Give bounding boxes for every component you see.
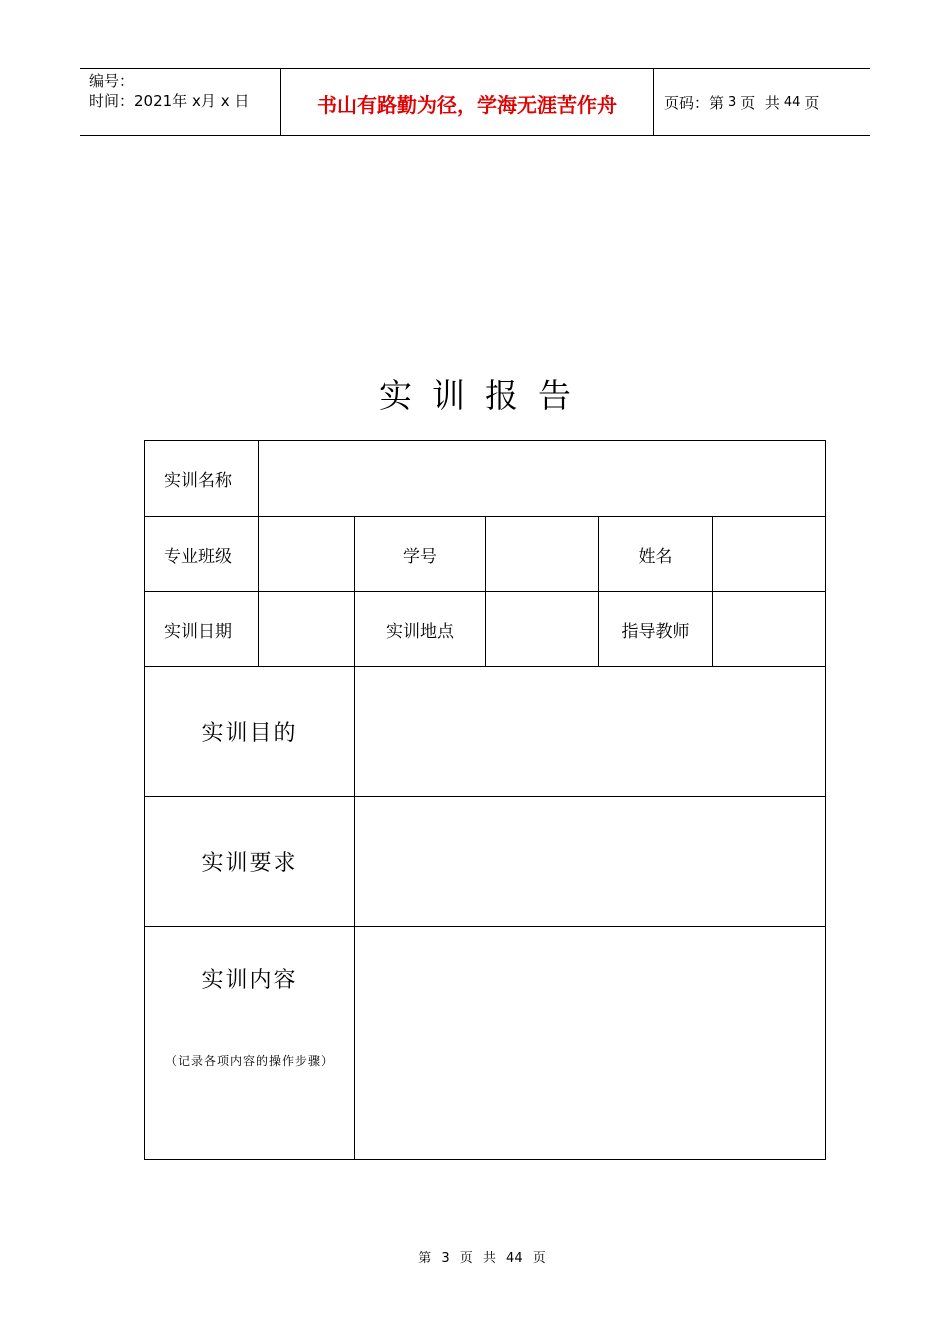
date-label: 实训日期 bbox=[145, 592, 259, 667]
training-name-field[interactable] bbox=[259, 441, 826, 517]
teacher-field[interactable] bbox=[713, 592, 826, 667]
class-label: 专业班级 bbox=[145, 517, 259, 592]
date-field[interactable] bbox=[259, 592, 355, 667]
table-row bbox=[145, 517, 826, 592]
location-label: 实训地点 bbox=[355, 592, 486, 667]
page-total-unit: 页 bbox=[804, 94, 820, 112]
header-motto: 书山有路勤为径，学海无涯苦作舟 bbox=[281, 69, 654, 135]
time-label: 时间： bbox=[89, 92, 135, 110]
page-unit: 页 bbox=[740, 94, 756, 112]
page-footer: 第 3 页 共 44 页 bbox=[418, 1251, 546, 1266]
table-row bbox=[145, 441, 826, 517]
name-field[interactable] bbox=[713, 517, 826, 592]
requirements-label: 实训要求 bbox=[145, 797, 355, 927]
report-table bbox=[144, 440, 826, 1160]
time-month: x bbox=[192, 92, 201, 110]
name-label: 姓名 bbox=[599, 517, 713, 592]
requirements-field[interactable] bbox=[355, 797, 826, 927]
training-name-label: 实训名称 bbox=[145, 441, 259, 517]
time-day-unit: 日 bbox=[234, 92, 250, 110]
table-row bbox=[145, 667, 826, 797]
purpose-field[interactable] bbox=[355, 667, 826, 797]
number-label: 编号： bbox=[89, 72, 135, 90]
student-id-label: 学号 bbox=[355, 517, 486, 592]
page-current: 3 bbox=[728, 95, 737, 110]
content-note: （记录各项内容的操作步骤） bbox=[164, 1054, 334, 1068]
page-total: 44 bbox=[783, 95, 801, 110]
time-line bbox=[89, 91, 280, 111]
page-total-prefix: 共 bbox=[764, 94, 780, 112]
teacher-label: 指导教师 bbox=[599, 592, 713, 667]
document-title: 实训报告 bbox=[379, 376, 591, 415]
content-label: 实训内容 bbox=[201, 968, 298, 993]
table-row bbox=[145, 797, 826, 927]
time-day: x bbox=[220, 92, 230, 110]
table-row bbox=[145, 927, 826, 1160]
page-header bbox=[80, 68, 870, 136]
header-meta bbox=[80, 69, 281, 135]
table-row bbox=[145, 592, 826, 667]
content-field[interactable] bbox=[355, 927, 826, 1160]
header-page-info bbox=[654, 69, 870, 135]
student-id-field[interactable] bbox=[486, 517, 599, 592]
time-year: 2021 bbox=[134, 92, 173, 110]
page-prefix: 页码：第 bbox=[664, 94, 725, 112]
purpose-label: 实训目的 bbox=[145, 667, 355, 797]
time-year-unit: 年 bbox=[172, 92, 188, 110]
time-month-unit: 月 bbox=[200, 92, 216, 110]
class-field[interactable] bbox=[259, 517, 355, 592]
location-field[interactable] bbox=[486, 592, 599, 667]
content-label-cell bbox=[145, 927, 355, 1160]
